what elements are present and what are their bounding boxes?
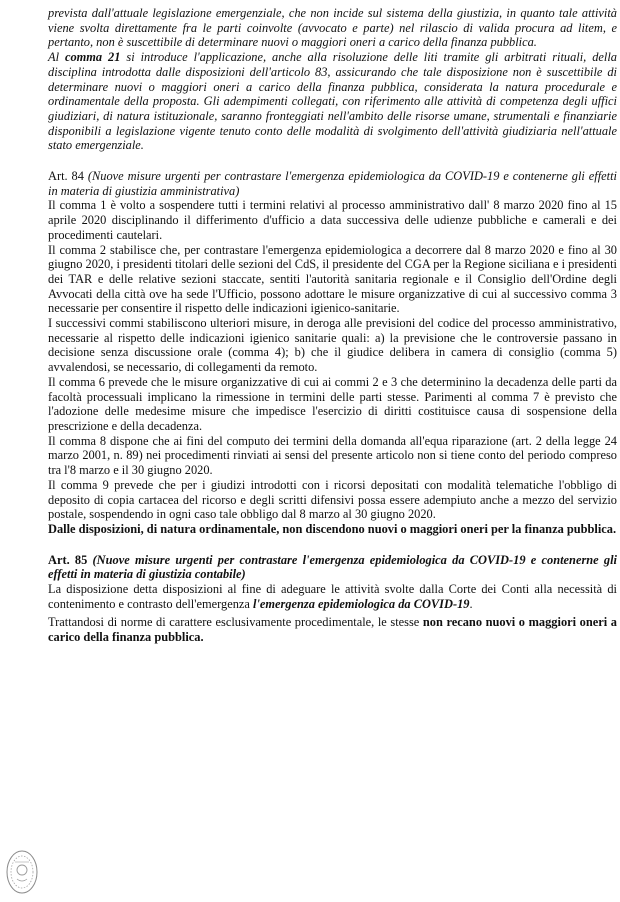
art-84-heading xyxy=(48,169,617,198)
art-84-paragraph-3: I successivi commi stabiliscono ulteriori misure, in deroga alle previsioni del codice del processo amministrativo, necessarie al rispetto delle indicazioni igienico sanitarie quali: a) la previsione che le controversie passano in decisione senza discussione orale (comma 4); b) che il giudice delibera in camera di consiglio (comma 5) avvalendosi, se necessario, di collegamenti da remoto. xyxy=(48,316,617,375)
comma-21-prefix: Al xyxy=(48,50,65,65)
art-85-title: (Nuove misure urgenti per contrastare l'emergenza epidemiologica da COVID-19 e contenerne gli effetti in materia di giustizia contabile) xyxy=(48,552,617,582)
document-body xyxy=(48,6,617,645)
art-85-paragraph-1 xyxy=(48,582,617,611)
art-85-number: Art. 85 xyxy=(48,552,88,567)
intro-paragraph: prevista dall'attuale legislazione emergenziale, che non incide sul sistema della giustizia, in quanto tale attività viene svolta direttamente fra le parti coinvolte (avvocato e parte) nel rilascio di valida procura ad litem, e pertanto, non è suscettibile di determinare nuovi o maggiori oneri a carico della finanza pubblica. xyxy=(48,6,617,50)
comma-21-paragraph xyxy=(48,50,617,153)
comma-21-label: comma 21 xyxy=(64,50,121,65)
art-84-paragraph-2: Il comma 2 stabilisce che, per contrastare l'emergenza epidemiologica a decorrere dal 8 marzo 2020 e fino al 30 giugno 2020, i presidenti titolari delle sezioni del CdS, il presidente del CGA per la Regione siciliana e i presidenti dei TAR e delle relative sezioni staccate, sentiti l'autorità sanitaria regionale e il Consiglio dell'Ordine degli Avvocati della città ove ha sede l'Ufficio, possono adottare le misure organizzative di cui al successivo comma 3 necessarie per consentire il rispetto delle indicazioni igienico-sanitarie. xyxy=(48,242,617,316)
art-84-title: (Nuove misure urgenti per contrastare l'emergenza epidemiologica da COVID-19 e contenerne gli effetti in materia di giustizia amministrativa) xyxy=(48,169,617,198)
art-85-p1-end: . xyxy=(469,596,473,611)
art-84-number: Art. 84 xyxy=(48,169,84,184)
art-85-paragraph-2 xyxy=(48,615,617,644)
art-85-p2-text: Trattandosi di norme di carattere esclusivamente procedimentale, le stesse xyxy=(48,615,423,630)
art-85-p1-text: La disposizione detta disposizioni al fine di adeguare le attività svolte dalla Corte dei Conti alla necessità di contenimento e contrasto dell'emergenza xyxy=(48,582,617,611)
art-84-paragraph-1: Il comma 1 è volto a sospendere tutti i termini relativi al processo amministrativo dall' 8 marzo 2020 fino al 15 aprile 2020 disciplinando il differimento d'ufficio a data successiva delle udienze pubbliche e camerali e dei procedimenti cautelari. xyxy=(48,198,617,242)
art-85-p1-emphasis: l'emergenza epidemiologica da COVID-19 xyxy=(253,596,470,611)
art-84-paragraph-4: Il comma 6 prevede che le misure organizzative di cui ai commi 2 e 3 che determinino la decadenza delle parti da facoltà processuali implicano la rimessione in termini delle parti stesse. Parimenti al comma 7 è previsto che l'adozione delle medesime misure che impedisce l'esercizio di diritti costituisce causa di sospensione della prescrizione e della decadenza. xyxy=(48,374,617,433)
art-84-paragraph-5: Il comma 8 dispone che ai fini del computo dei termini della domanda all'equa riparazione (art. 2 della legge 24 marzo 2001, n. 89) nei procedimenti rinviati ai sensi del presente articolo non si tiene conto del periodo compreso tra l'8 marzo e il 30 giugno 2020. xyxy=(48,433,617,478)
comma-21-text: si introduce l'applicazione, anche alla risoluzione delle liti tramite gli arbitrati rituali, della disciplina introdotta dalle disposizioni dell'articolo 83, assicurando che tale disposizione non è suscettibile di determinare nuovi o maggiori oneri a carico della finanza pubblica, considerata la natura procedurale e ordinamentale della proposta. Gli adempimenti collegati, con riferimento alle attività di competenza degli uffici giudiziari, di natura istituzionale, saranno fronteggiati nell'ambito delle risorse umane, strumentali e finanziarie disponibili a legislazione vigente tenuto conto delle modalità di svolgimento dell'attività giudiziaria nell'attuale stato emergenziale. xyxy=(48,50,617,153)
art-85-heading xyxy=(48,553,617,582)
official-seal-icon xyxy=(5,848,39,896)
art-84-paragraph-6: Il comma 9 prevede che per i giudizi introdotti con i ricorsi depositati con modalità telematiche l'obbligo di deposito di copia cartacea del ricorso e degli scritti difensivi possa essere adempiuto anche a mezzo del servizio postale, sospendendo in ogni caso tale obbligo dal 8 marzo al 30 giugno 2020. xyxy=(48,477,617,522)
art-85-p2-emphasis: non recano nuovi o maggiori oneri a carico della finanza pubblica. xyxy=(48,615,617,645)
art-84-conclusion: Dalle disposizioni, di natura ordinamentale, non discendono nuovi o maggiori oneri per la finanza pubblica. xyxy=(48,521,617,536)
